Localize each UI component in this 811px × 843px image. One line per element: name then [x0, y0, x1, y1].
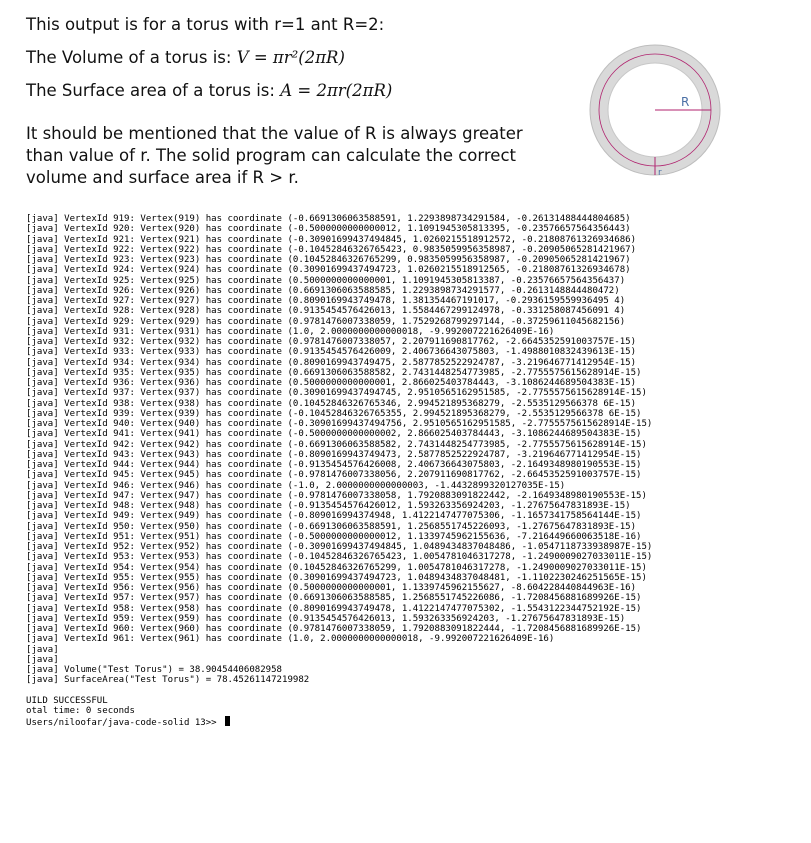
terminal-line: [java] VertexId 925: Vertex(925) has coordinate (0.5000000000000001, 1.1091945305813387, -0.23576657564356437) — [26, 275, 626, 286]
volume-formula: V = πr²(2πR) — [236, 48, 345, 67]
terminal-line: [java] VertexId 939: Vertex(939) has coordinate (-0.10452846326765355, 2.994521895368279, -2.5535129566378 6E-15) — [26, 408, 642, 419]
explanation-panel — [0, 0, 811, 212]
torus-figure — [565, 30, 745, 210]
terminal-line: [java] VertexId 947: Vertex(947) has coordinate (-0.9781476007338058, 1.7920883091822442, -2.1649348980190553E-15) — [26, 490, 647, 501]
surface-formula: A = 2πr(2πR) — [280, 81, 393, 100]
terminal-line: [java] SurfaceArea("Test Torus") = 78.45261147219982 — [26, 675, 310, 686]
terminal-line: [java] VertexId 924: Vertex(924) has coordinate (0.30901699437494723, 1.0260215518912565, -0.21808761326934678) — [26, 265, 631, 276]
terminal-line: [java] VertexId 954: Vertex(954) has coordinate (0.10452846326765299, 1.0054781046317278, -1.2490009027033011E-15) — [26, 562, 647, 573]
terminal-line: [java] VertexId 951: Vertex(951) has coordinate (-0.5000000000000012, 1.1339745962155636, -7.216449660063518E-16) — [26, 531, 642, 542]
terminal-line: [java] VertexId 959: Vertex(959) has coordinate (0.9135454576426013, 1.593263356924203, -1.27675647831893E-15) — [26, 613, 626, 624]
terminal-line: [java] VertexId 927: Vertex(927) has coordinate (0.8090169943749478, 1.381354467191017, -0.2936159559936495 4) — [26, 296, 626, 306]
terminal-line: [java] VertexId 961: Vertex(961) has coordinate (1.0, 2.0000000000000018, -9.992007221626409E-16) — [26, 634, 555, 645]
intro-text: This output is for a torus with r=1 ant R=2: — [26, 15, 385, 34]
terminal-line — [26, 686, 805, 696]
note-text: It should be mentioned that the value of R is always greater than value of r. The solid program can calculate the correct volume and surface area if R > r. — [26, 124, 523, 187]
terminal-line: [java] VertexId 943: Vertex(943) has coordinate (-0.8090169943749473, 2.5877852522924787, -3.219646771412954E-15) — [26, 449, 642, 460]
shell-prompt: Users/niloofar/java-code-solid 13>> — [26, 716, 805, 726]
terminal-line: [java] VertexId 942: Vertex(942) has coordinate (-0.6691306063588582, 2.7431448254773985, -2.7755575615628914E-15) — [26, 439, 647, 450]
terminal-line: [java] VertexId 949: Vertex(949) has coordinate (-0.809016994374948, 1.4122147477075306, -1.1657341758564144E-15) — [26, 511, 642, 522]
terminal-line: [java] VertexId 919: Vertex(919) has coordinate (-0.6691306063588591, 1.2293898734291584, -0.26131488444804685) — [26, 214, 631, 224]
terminal-line: [java] VertexId 953: Vertex(953) has coordinate (-0.10452846326765423, 1.0054781046317278, -1.2490009027033011E-15) — [26, 552, 653, 563]
terminal-line: [java] VertexId 938: Vertex(938) has coordinate (0.10452846326765346, 2.994521895368279, -2.5535129566378 6E-15) — [26, 398, 637, 409]
terminal-line: [java] VertexId 957: Vertex(957) has coordinate (0.6691306063588585, 1.2568551745226086, -1.7208456881689926E-15) — [26, 593, 642, 604]
explanation-text — [26, 14, 546, 200]
terminal-line: [java] VertexId 933: Vertex(933) has coordinate (0.9135454576426009, 2.406736643075803, -1.4988010832439613E-15) — [26, 347, 637, 358]
terminal-line: [java] VertexId 934: Vertex(934) has coordinate (0.8090169943749475, 2.5877852522924787, -3.219646771412954E-15) — [26, 357, 637, 368]
terminal-line: [java] VertexId 923: Vertex(923) has coordinate (0.10452846326765299, 0.9835059956358987, -0.20905065281421967) — [26, 255, 631, 265]
terminal-line: [java] VertexId 922: Vertex(922) has coordinate (-0.10452846326765423, 0.9835059956358987, -0.20905065281421967) — [26, 244, 637, 255]
terminal-line: [java] — [26, 654, 59, 665]
terminal-line: [java] VertexId 958: Vertex(958) has coordinate (0.8090169943749478, 1.4122147477075302, -1.5543122344752192E-15) — [26, 603, 642, 614]
terminal-line: [java] VertexId 920: Vertex(920) has coordinate (-0.5000000000000012, 1.1091945305813395, -0.23576657564356443) — [26, 224, 631, 235]
surface-label: The Surface area of a torus is: — [26, 81, 281, 100]
terminal-line: [java] VertexId 948: Vertex(948) has coordinate (-0.9135454576426012, 1.593263356924203, -1.27675647831893E-15) — [26, 501, 631, 511]
small-radius-label: r — [658, 168, 662, 178]
terminal-line: [java] — [26, 644, 59, 655]
terminal-line: [java] VertexId 941: Vertex(941) has coordinate (-0.5000000000000002, 2.866025403784443, -3.1086244689504383E-15) — [26, 429, 642, 440]
terminal-line: [java] VertexId 936: Vertex(936) has coordinate (0.5000000000000001, 2.866025403784443, -3.1086244689504383E-15) — [26, 378, 637, 388]
terminal-line: [java] VertexId 945: Vertex(945) has coordinate (-0.9781476007338056, 2.207911690817762, -2.6645352591003757E-15) — [26, 470, 642, 481]
terminal-line: [java] VertexId 940: Vertex(940) has coordinate (-0.30901699437494756, 2.9510565162951585, -2.7755575615628914E-15) — [26, 419, 653, 429]
terminal-line: [java] VertexId 929: Vertex(929) has coordinate (0.9781476007338059, 1.7529268799297144, -0.37259611045682156) — [26, 316, 626, 327]
big-radius-label: R — [681, 95, 690, 109]
volume-label: The Volume of a torus is: — [26, 48, 237, 67]
terminal-line: [java] VertexId 946: Vertex(946) has coordinate (-1.0, 2.0000000000000003, -1.4432899320127035E-15) — [26, 480, 566, 491]
terminal-line: [java] VertexId 960: Vertex(960) has coordinate (0.9781476007338059, 1.7920883091822444, -1.7208456881689926E-15) — [26, 624, 642, 634]
terminal-line: [java] VertexId 932: Vertex(932) has coordinate (0.9781476007338057, 2.207911690817762, -2.6645352591003757E-15) — [26, 337, 637, 347]
terminal-line: [java] VertexId 950: Vertex(950) has coordinate (-0.6691306063588591, 1.2568551745226093, -1.27675647831893E-15) — [26, 521, 637, 532]
terminal-output[interactable] — [26, 214, 805, 843]
cursor-block — [225, 716, 230, 726]
terminal-line: [java] VertexId 956: Vertex(956) has coordinate (0.5000000000000001, 1.1339745962155627, -8.604228440844963E-16) — [26, 583, 637, 593]
terminal-line: [java] VertexId 928: Vertex(928) has coordinate (0.9135454576426013, 1.5584467299124978, -0.331258087456091 4) — [26, 306, 626, 317]
terminal-line: [java] VertexId 935: Vertex(935) has coordinate (0.6691306063588582, 2.7431448254773985, -2.7755575615628914E-15) — [26, 367, 642, 378]
terminal-line: otal time: 0 seconds — [26, 706, 135, 716]
terminal-line: [java] VertexId 937: Vertex(937) has coordinate (0.30901699437494745, 2.9510565162951585, -2.7755575615628914E-15) — [26, 388, 647, 399]
terminal-line: [java] VertexId 944: Vertex(944) has coordinate (-0.9135454576426008, 2.406736643075803, -2.1649348980190553E-15) — [26, 460, 642, 470]
terminal-line: UILD SUCCESSFUL — [26, 695, 108, 706]
terminal-line: [java] VertexId 931: Vertex(931) has coordinate (1.0, 2.0000000000000018, -9.992007221626409E-16) — [26, 326, 555, 337]
surface-line — [26, 80, 546, 102]
terminal-line: [java] VertexId 952: Vertex(952) has coordinate (-0.30901699437494845, 1.0489434837048486, -1.0547118733938987E-15) — [26, 542, 653, 552]
terminal-line: [java] Volume("Test Torus") = 38.90454406082958 — [26, 665, 282, 675]
terminal-line: [java] VertexId 926: Vertex(926) has coordinate (0.6691306063588585, 1.2293898734291577, -0.2613148844480472) — [26, 285, 620, 296]
volume-line — [26, 47, 546, 69]
terminal-line: [java] VertexId 955: Vertex(955) has coordinate (0.30901699437494723, 1.0489434837048481, -1.1102230246251565E-15) — [26, 572, 647, 583]
terminal-line: [java] VertexId 921: Vertex(921) has coordinate (-0.30901699437494845, 1.0260215518912572, -0.21808761326934686) — [26, 234, 637, 245]
